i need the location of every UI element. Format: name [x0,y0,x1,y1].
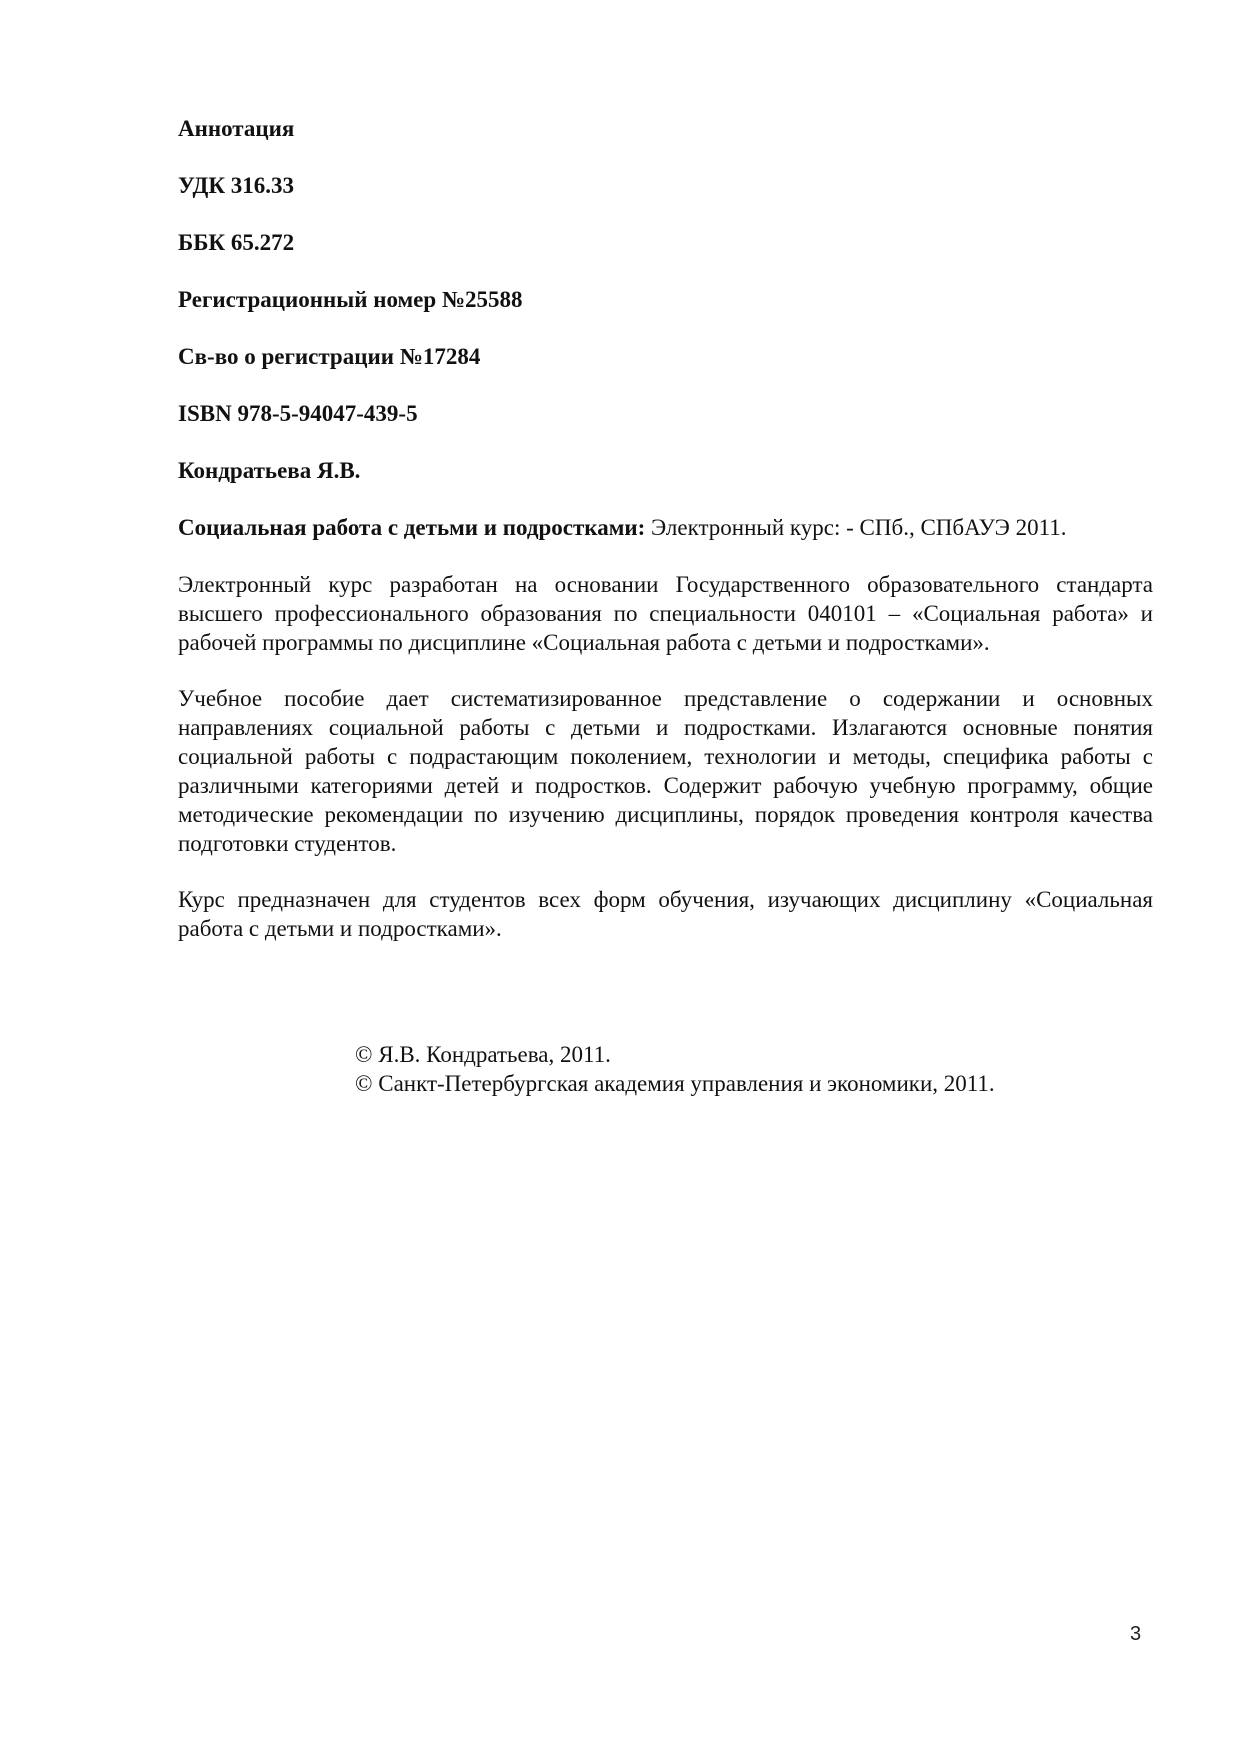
annotation-heading: Аннотация [178,116,295,141]
copyright-academy: © Санкт-Петербургская академия управления и экономики, 2011. [355,1071,995,1096]
paragraph-audience: Курс предназначен для студентов всех форм обучения, изучающих дисциплину «Социальная работа с детьми и подростками». [178,887,1153,941]
copyright-block [355,1040,995,1098]
course-title: Социальная работа с детьми и подростками: [178,515,646,540]
page-number: 3 [1130,1623,1142,1645]
udk-code: УДК 316.33 [178,173,295,198]
page-content [178,114,1153,970]
isbn: ISBN 978-5-94047-439-5 [178,401,418,426]
copyright-author: © Я.В. Кондратьева, 2011. [355,1042,611,1067]
bbk-code: ББК 65.272 [178,230,295,255]
course-title-line [178,513,1153,543]
paragraph-description: Учебное пособие дает систематизированное представление о содержании и основных направлениях социальной работы с детьми и подростками. Излагаются основные понятия социальной работы с подрастающим поколением, технологии и методы, специфика работы с различными категориями детей и подростков. Содержит рабочую учебную программу, общие методические рекомендации по изучению дисциплины, порядок проведения контроля качества подготовки студентов. [178,686,1153,856]
registration-number: Регистрационный номер №25588 [178,287,523,312]
author: Кондратьева Я.В. [178,458,361,483]
registration-certificate: Св-во о регистрации №17284 [178,344,481,369]
course-publication-info: Электронный курс: - СПб., СПбАУЭ 2011. [645,515,1067,540]
paragraph-basis: Электронный курс разработан на основании Государственного образовательного стандарта высшего профессионального образования по специальности 040101 – «Социальная работа» и рабочей программы по дисциплине «Социальная работа с детьми и подростками». [178,572,1153,655]
